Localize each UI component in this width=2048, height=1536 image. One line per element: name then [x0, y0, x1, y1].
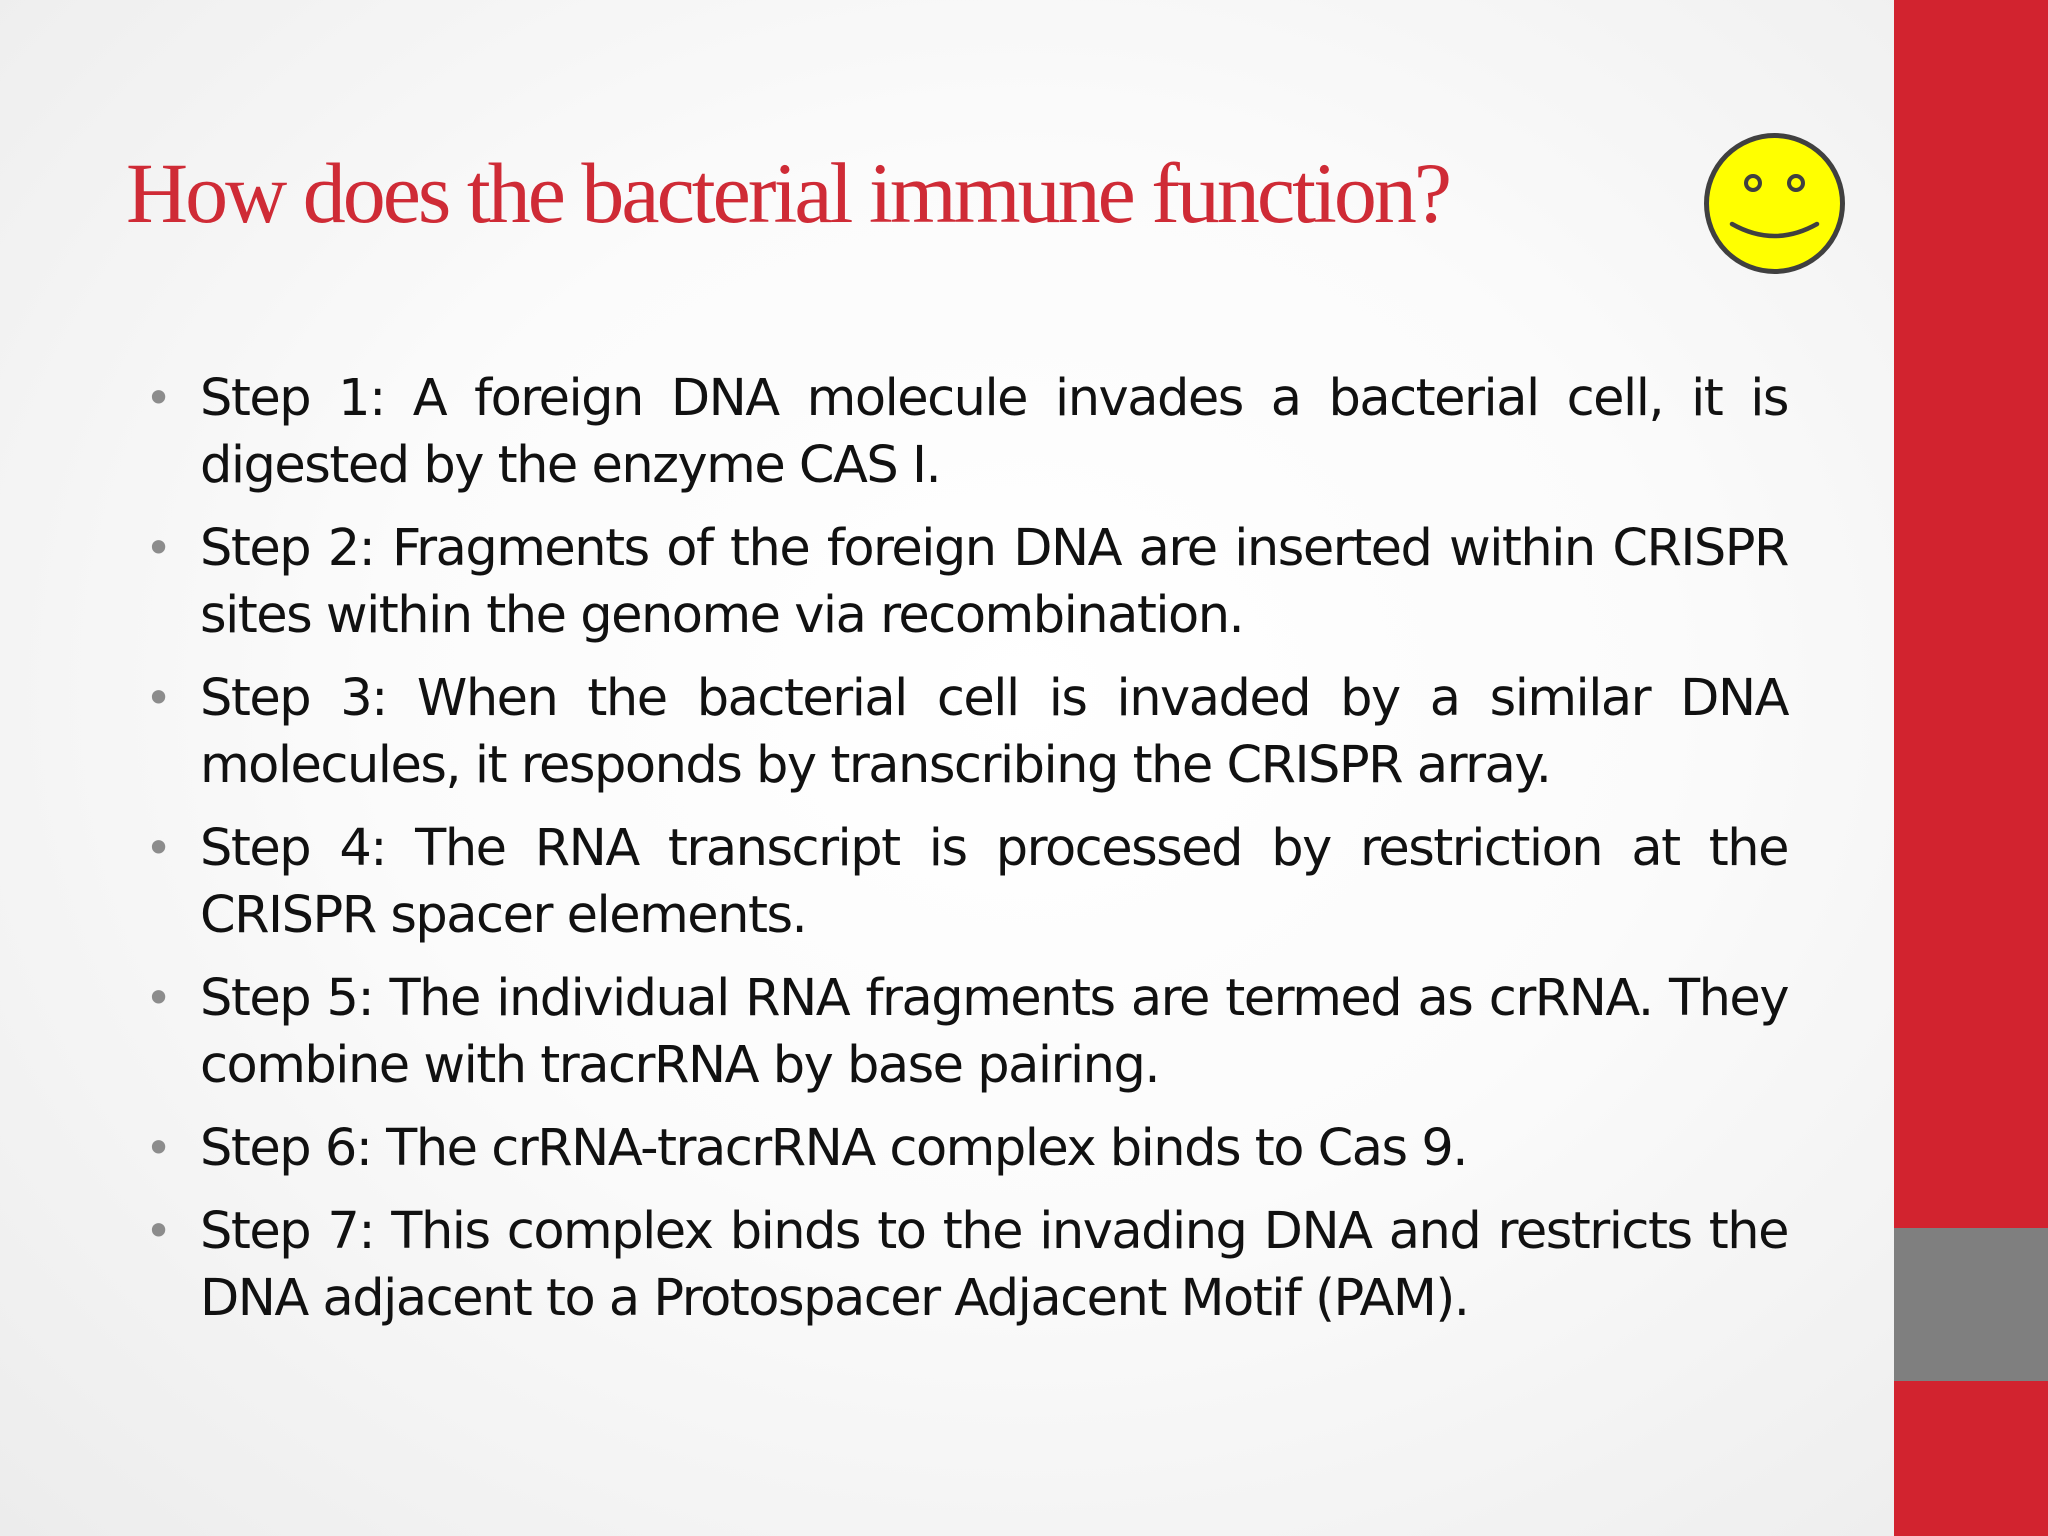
- bullet-text: Step 2: Fragments of the foreign DNA are inserted within CRISPR sites within the genome via recombination.: [200, 519, 1788, 645]
- bullet-marker: •: [145, 1204, 171, 1258]
- bullet-text: Step 3: When the bacterial cell is invaded by a similar DNA molecules, it responds by transcribing the CRISPR array.: [200, 669, 1788, 795]
- bullet-marker: •: [145, 521, 171, 575]
- bullet-marker: •: [145, 371, 171, 425]
- smiley-face-icon: [1702, 131, 1847, 276]
- bullet-marker: •: [145, 821, 171, 875]
- bullet-text: Step 6: The crRNA-tracrRNA complex binds to Cas 9.: [200, 1119, 1467, 1178]
- bullet-marker: •: [145, 671, 171, 725]
- bullet-item-step-3: [145, 665, 1788, 799]
- bullet-text: Step 5: The individual RNA fragments are termed as crRNA. They combine with tracrRNA by base pairing.: [200, 969, 1788, 1095]
- slide-title: How does the bacterial immune function?: [126, 145, 1450, 241]
- bullet-text: Step 1: A foreign DNA molecule invades a bacterial cell, it is digested by the enzyme CAS I.: [200, 369, 1788, 495]
- bullet-list: [145, 365, 1788, 1348]
- bullet-marker: •: [145, 971, 171, 1025]
- side-accent-gray-block: [1894, 1228, 2048, 1381]
- bullet-text: Step 7: This complex binds to the invading DNA and restricts the DNA adjacent to a Protospacer Adjacent Motif (PAM).: [200, 1202, 1788, 1328]
- bullet-item-step-7: [145, 1198, 1788, 1332]
- bullet-item-step-2: [145, 515, 1788, 649]
- bullet-item-step-5: [145, 965, 1788, 1099]
- bullet-text: Step 4: The RNA transcript is processed by restriction at the CRISPR spacer elements.: [200, 819, 1788, 945]
- bullet-item-step-4: [145, 815, 1788, 949]
- bullet-marker: •: [145, 1121, 171, 1175]
- bullet-item-step-1: [145, 365, 1788, 499]
- bullet-item-step-6: [145, 1115, 1788, 1182]
